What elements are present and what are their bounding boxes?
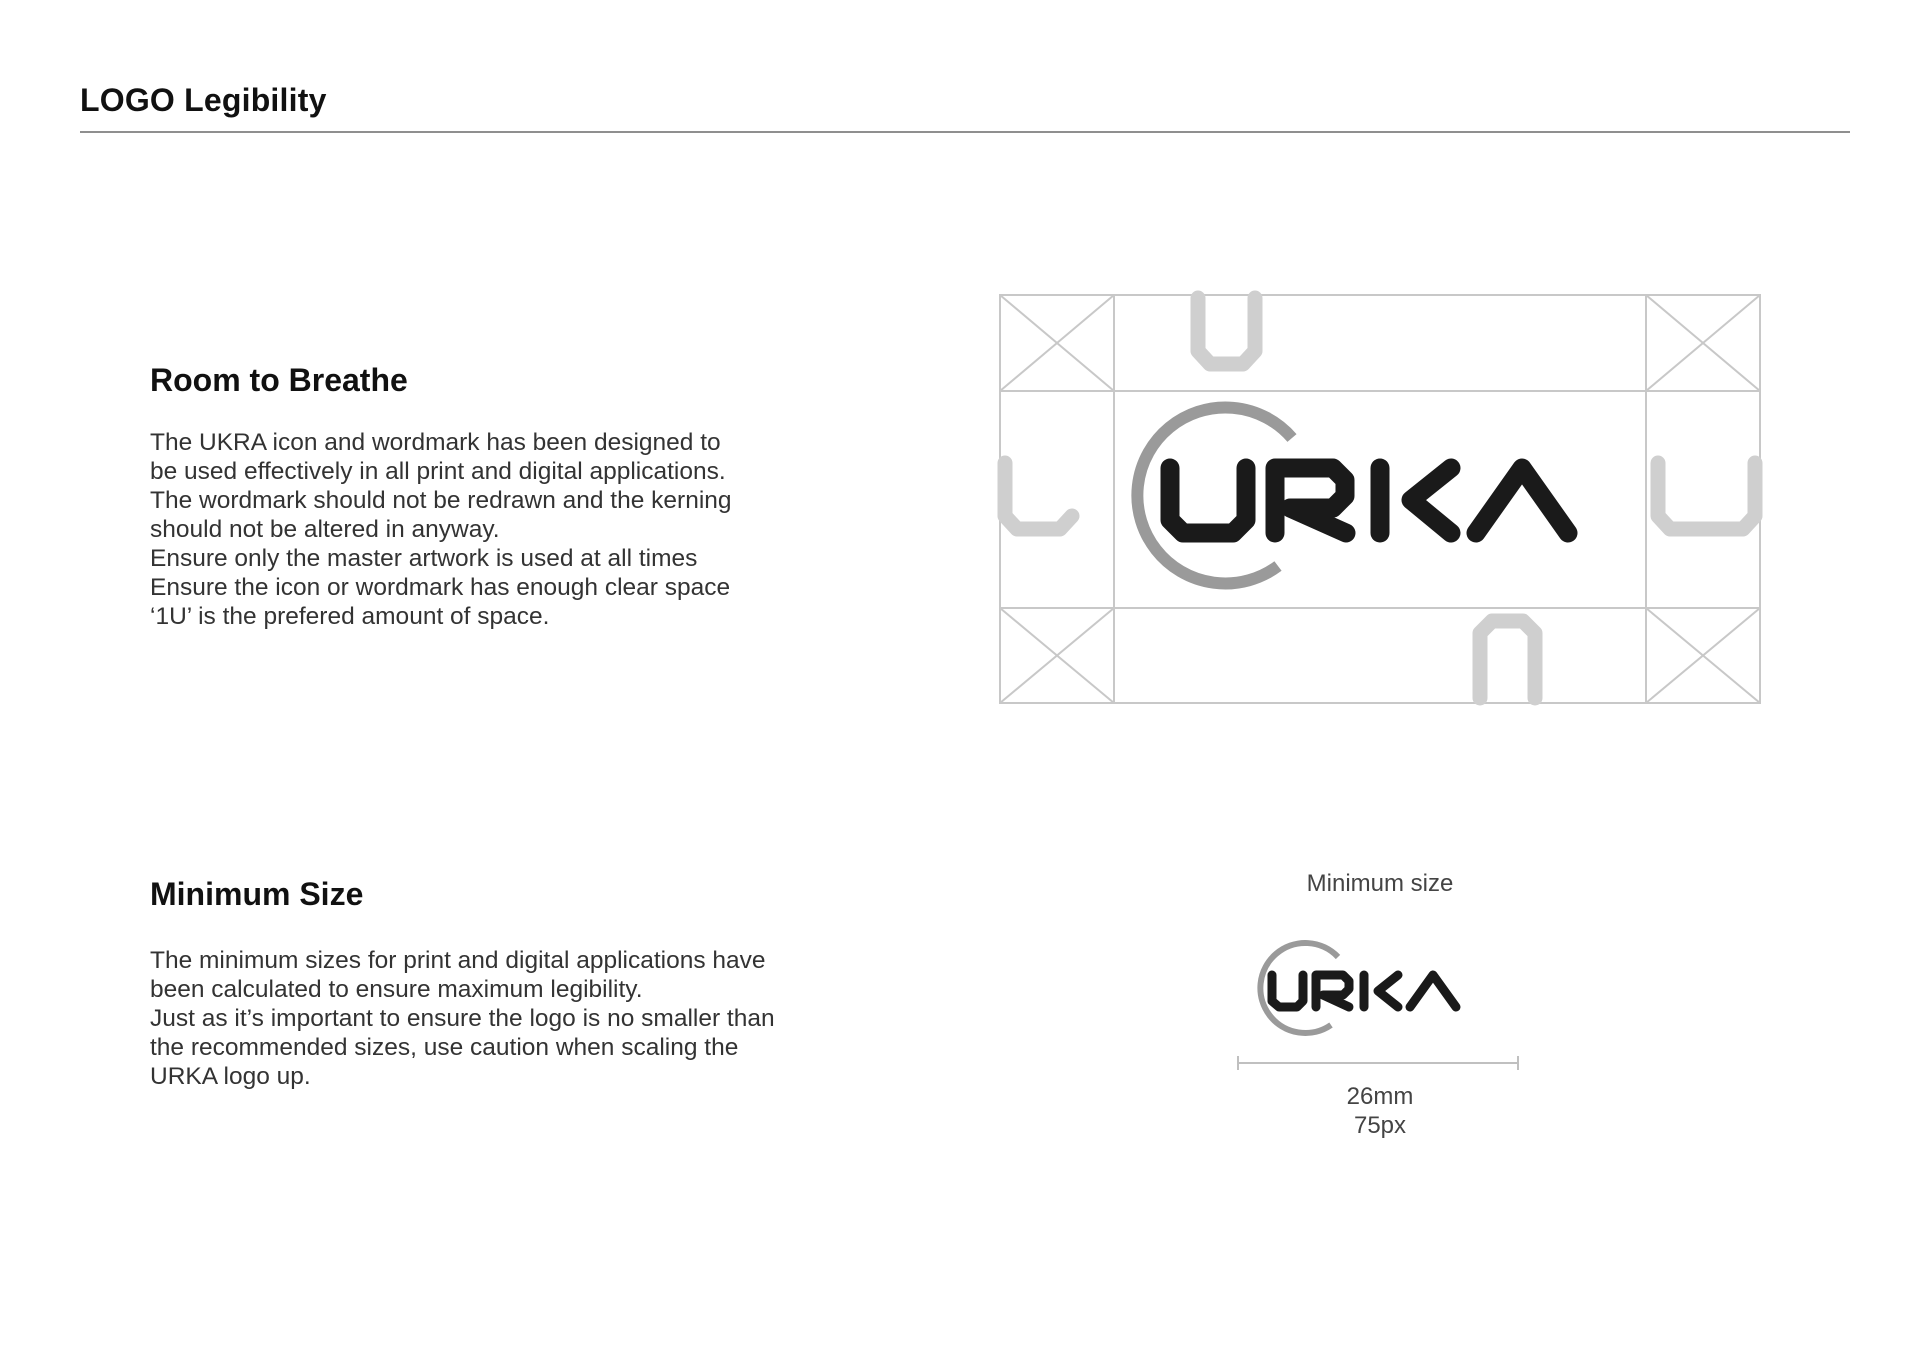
text-line: URKA logo up. (150, 1063, 311, 1090)
clearspace-u-left (1005, 463, 1072, 529)
clearspace-n-bottom (1480, 621, 1535, 698)
minimum-size-text (150, 946, 850, 1091)
text-line: The minimum sizes for print and digital applications have (150, 947, 766, 974)
clearspace-u-top (1198, 298, 1255, 364)
minimum-size-dimensions (1230, 1082, 1530, 1140)
text-line: The wordmark should not be redrawn and the kerning (150, 487, 732, 514)
text-line: Just as it’s important to ensure the logo is no smaller than (150, 1005, 775, 1032)
minimum-size-caption: Minimum size (1306, 870, 1454, 897)
text-line: Ensure the icon or wordmark has enough clear space (150, 574, 731, 601)
text-line: the recommended sizes, use caution when scaling the (150, 1034, 739, 1061)
clearspace-diagram (990, 288, 1770, 718)
text-line: ‘1U’ is the prefered amount of space. (150, 603, 550, 630)
logo-wordmark (1170, 468, 1568, 533)
text-line: The UKRA icon and wordmark has been designed to (150, 429, 721, 456)
text-line: be used effectively in all print and digital applications. (150, 458, 726, 485)
room-to-breathe-text (150, 428, 850, 631)
text-line: should not be altered in anyway. (150, 516, 500, 543)
dimension-px: 75px (1353, 1112, 1407, 1139)
minimum-size-logo (1230, 935, 1530, 1085)
minimum-size-heading: Minimum Size (150, 876, 364, 912)
clearspace-u-right (1658, 463, 1755, 529)
page-title: LOGO Legibility (80, 82, 327, 118)
room-to-breathe-heading: Room to Breathe (150, 362, 408, 398)
dimension-line (1238, 1056, 1518, 1070)
dimension-mm: 26mm (1346, 1083, 1414, 1110)
title-divider (80, 131, 1850, 133)
text-line: been calculated to ensure maximum legibility. (150, 976, 643, 1003)
text-line: Ensure only the master artwork is used at all times (150, 545, 698, 572)
logo-wordmark (1272, 975, 1456, 1007)
